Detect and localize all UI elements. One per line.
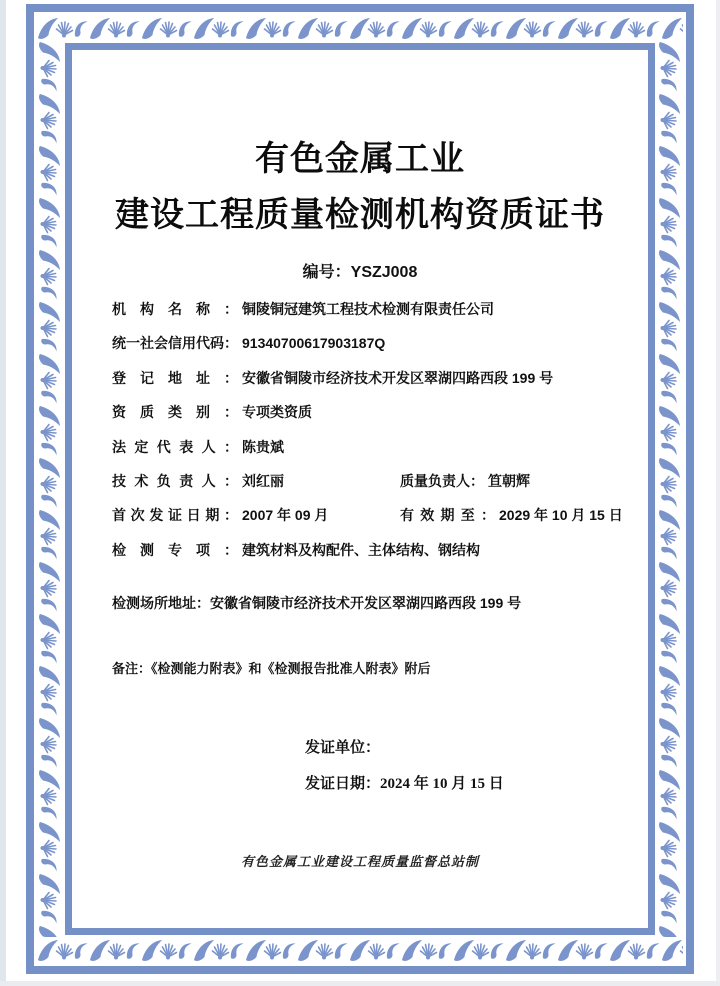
field-row-first-issue-date [112,498,642,532]
field-value: 专项类资质 [242,404,312,421]
border-pattern-left [37,41,63,937]
field-value-2: 笪朝辉 [488,473,530,490]
field-label-2: 质量负责人： [400,473,484,490]
field-row-org-name [112,292,642,326]
field-value: 建筑材料及构配件、主体结构、钢结构 [242,541,480,558]
page-edge-bottom [0,981,720,986]
page-edge-left [0,0,6,986]
field-value: 安徽省铜陵市经济技术开发区翠湖四路西段 199 号 [242,369,554,386]
field-row-inspection-specialties [112,533,642,567]
site-address-label: 检测场所地址： [112,595,210,612]
field-label: 资质类别： [112,404,238,421]
field-label: 登记地址： [112,369,238,386]
field-value: 铜陵铜冠建筑工程技术检测有限责任公司 [242,301,494,317]
field-value: 陈贵斌 [242,438,284,455]
footer-printer-line: 有色金属工业建设工程质量监督总站制 [240,855,479,871]
certificate-title-line2: 建设工程质量检测机构资质证书 [115,196,605,234]
field-value: 2007 年 09 月 [242,507,329,524]
field-row-technical-director [112,464,642,498]
certificate-fields [112,292,642,567]
field-label-2: 有效期至： [400,507,495,524]
issue-date-value: 2024 年 10 月 15 日 [380,776,504,793]
certificate-serial-number: 编号：YSZJ008 [302,264,418,281]
certificate-title-line1: 有色金属工业 [255,140,465,178]
remark-line: 备注：《检测能力附表》和《检测报告批准人附表》附后 [112,661,431,677]
border-pattern-top [37,15,683,41]
field-row-qualification-category [112,395,642,429]
issuing-authority-line: 发证单位： [305,739,381,757]
page-edge-right [716,0,720,986]
field-label: 技术负责人： [112,473,238,490]
issue-date-label: 发证日期： [305,775,381,793]
field-row-registered-address [112,361,642,395]
field-row-legal-representative [112,430,642,464]
issue-date-line [305,774,648,794]
field-label: 首次发证日期： [112,507,238,524]
field-label: 统一社会信用代码： [112,335,238,352]
field-label: 检测专项： [112,541,238,558]
field-row-credit-code [112,326,642,360]
border-pattern-right [657,41,683,937]
certificate-content [72,50,648,928]
field-label: 机构名称： [112,301,238,317]
site-address-value: 安徽省铜陵市经济技术开发区翠湖四路西段 199 号 [210,595,522,612]
field-value: 刘红丽 [242,473,284,490]
field-value-2: 2029 年 10 月 15 日 [499,507,623,524]
field-value: 91340700617903187Q [242,335,386,352]
border-pattern-bottom [37,937,683,963]
site-address-line [112,593,642,613]
field-label: 法定代表人： [112,438,238,455]
